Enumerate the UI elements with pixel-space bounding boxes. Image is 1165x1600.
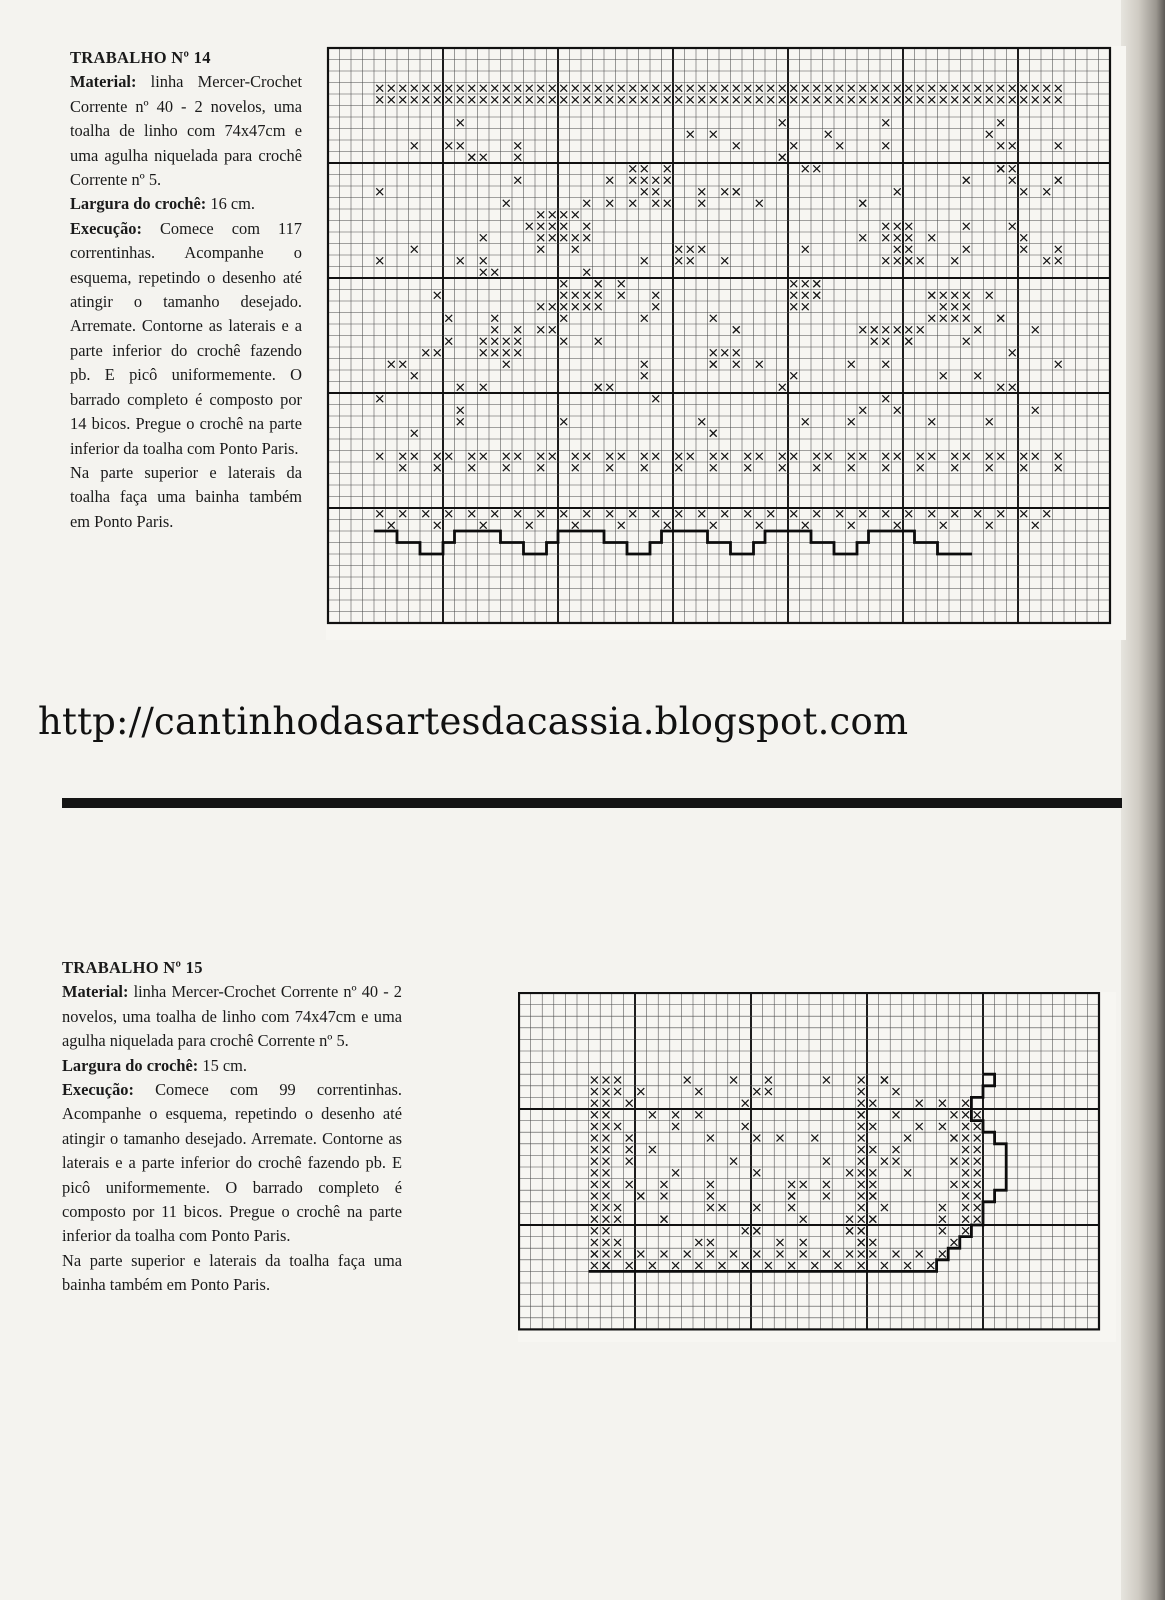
section-divider <box>62 798 1122 808</box>
trabalho-15-instructions <box>62 956 402 1298</box>
material-label: Material: <box>62 982 129 1002</box>
material-text: linha Mercer-Crochet Corrente nº 40 - 2 novelos, uma toalha de linho com 74x47cm e uma agulha niquelada para crochê Corrente nº 5. <box>70 72 302 190</box>
trabalho-15-largura <box>62 1054 402 1078</box>
trabalho-14-title: TRABALHO Nº 14 <box>70 48 211 67</box>
chart-grid <box>328 48 1110 623</box>
execucao-label: Execução: <box>62 1080 134 1100</box>
chart-15-svg <box>518 992 1116 1342</box>
material-label: Material: <box>70 72 137 92</box>
trabalho-14-largura <box>70 192 302 216</box>
material-text: linha Mercer-Crochet Corrente nº 40 - 2 novelos, uma toalha de linho com 74x47cm e uma agulha niquelada para crochê Corrente nº 5. <box>62 982 402 1051</box>
execucao-text: Comece com 99 correntinhas. Acompanhe o esquema, repetindo o desenho até atingir o tamanho desejado. Arremate. Contorne as laterais e a parte inferior do crochê fazendo pb. E picô uniformemente. O barrado completo é composto por 11 bicos. Pregue o crochê na parte inferior da toalha com Ponto Paris. <box>62 1080 402 1246</box>
blog-url-watermark: http://cantinhodasartesdacassia.blogspot.com <box>38 700 909 743</box>
trabalho-14-material <box>70 70 302 192</box>
trabalho-14-crochet-chart <box>326 46 1126 640</box>
page-binding-shadow <box>1121 0 1165 1600</box>
trabalho-14-execucao <box>70 217 302 461</box>
largura-label: Largura do crochê: <box>70 194 207 214</box>
trabalho-15-material <box>62 980 402 1053</box>
execucao-text: Comece com 117 correntinhas. Acompanhe o esquema, repetindo o desenho até atingir o tamanho desejado. Arremate. Contorne as laterais e a parte inferior do crochê fazendo pb. E picô uniformemente. O barrado completo é composto por 14 bicos. Pregue o crochê na parte inferior da toalha com Ponto Paris. <box>70 218 302 458</box>
execucao-label: Execução: <box>70 218 142 238</box>
chart-14-svg <box>326 46 1126 640</box>
trabalho-15-execucao <box>62 1078 402 1249</box>
largura-text: 15 cm. <box>202 1055 247 1075</box>
largura-text: 16 cm. <box>210 194 255 214</box>
trabalho-15-crochet-chart <box>518 992 1116 1342</box>
trabalho-14-instructions <box>70 46 302 534</box>
trabalho-15-final: Na parte superior e laterais da toalha faça uma bainha também em Ponto Paris. <box>62 1250 402 1295</box>
largura-label: Largura do crochê: <box>62 1055 199 1075</box>
trabalho-14-final: Na parte superior e laterais da toalha faça uma bainha também em Ponto Paris. <box>70 462 302 531</box>
trabalho-15-title: TRABALHO Nº 15 <box>62 958 203 977</box>
